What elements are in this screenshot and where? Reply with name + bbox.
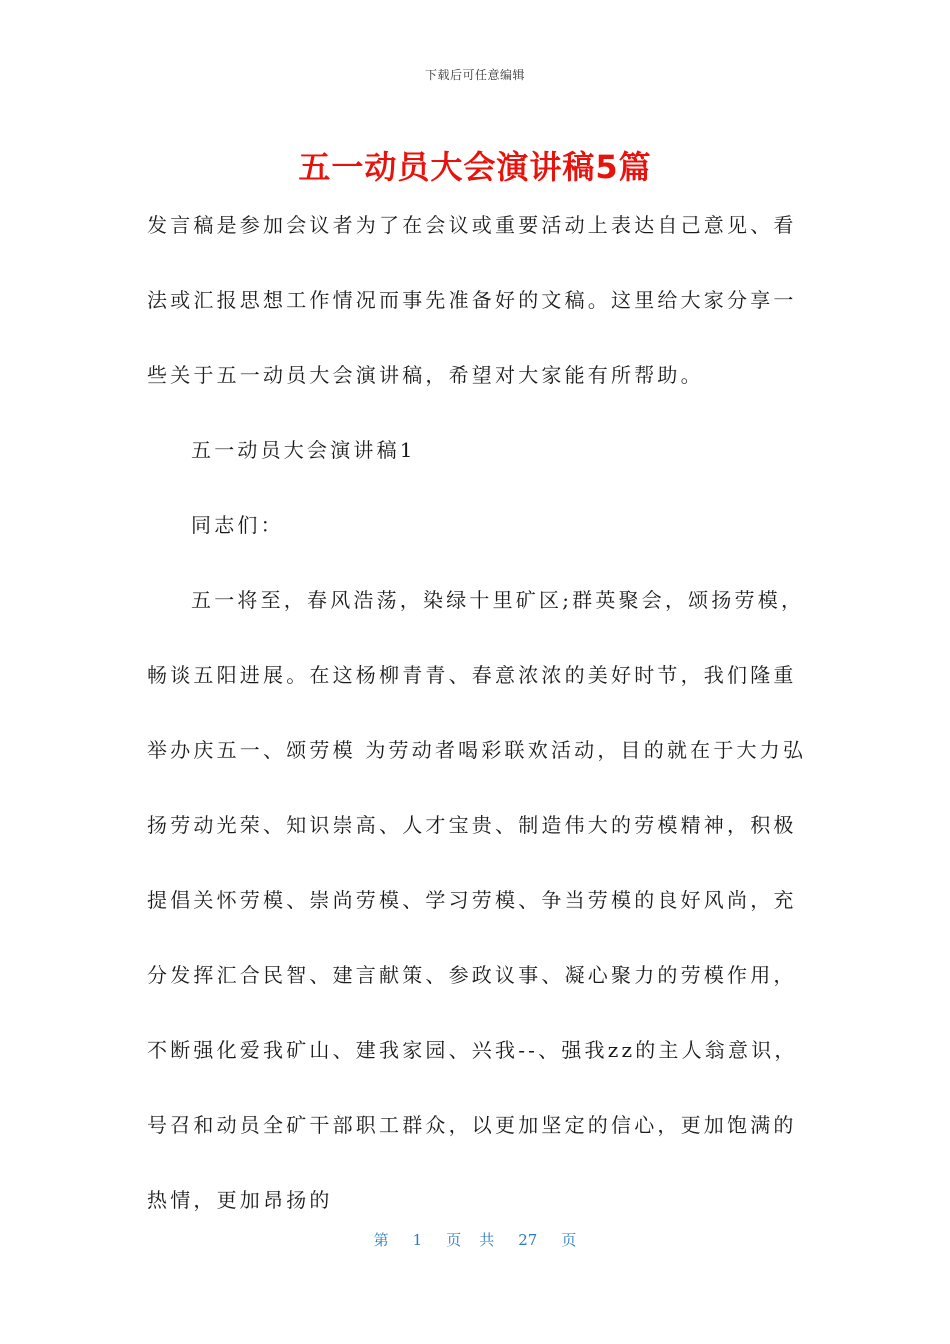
page-label: 第 <box>373 1231 389 1249</box>
intro-paragraph: 发言稿是参加会议者为了在会议或重要活动上表达自己意见、看法或汇报思想工作情况而事先准备好的文稿。这里给大家分享一些关于五一动员大会演讲稿，希望对大家能有所帮助。 <box>147 213 797 387</box>
page-footer <box>0 1229 950 1250</box>
header-note: 下载后可任意编辑 <box>424 68 525 82</box>
page-unit: 页 <box>446 1231 462 1249</box>
total-pages-number: 27 <box>518 1231 538 1249</box>
document-title: 五一动员大会演讲稿5篇 <box>298 148 652 186</box>
salutation: 同志们： <box>191 513 284 537</box>
section-heading: 五一动员大会演讲稿1 <box>191 438 416 462</box>
total-unit: 页 <box>561 1231 577 1249</box>
current-page-number: 1 <box>412 1231 423 1249</box>
body-paragraph: 五一将至，春风浩荡，染绿十里矿区;群英聚会，颂扬劳模，畅谈五阳进展。在这杨柳青青、春意浓浓的美好时节，我们隆重举办庆五一、颂劳模 为劳动者喝彩联欢活动，目的就在于大力弘扬劳动光荣、知识崇高、人才宝贵、制造伟大的劳模精神，积极提倡关怀劳模、崇尚劳模、学习劳模、争当劳模的良好风尚，充分发挥汇合民智、建言献策、参政议事、凝心聚力的劳模作用，不断强化爱我矿山、建我家园、兴我--、强我zz的主人翁意识，号召和动员全矿干部职工群众，以更加坚定的信心，更加饱满的热情，更加昂扬的 <box>147 588 807 1212</box>
total-label: 共 <box>479 1231 495 1249</box>
document-body <box>147 188 807 1238</box>
